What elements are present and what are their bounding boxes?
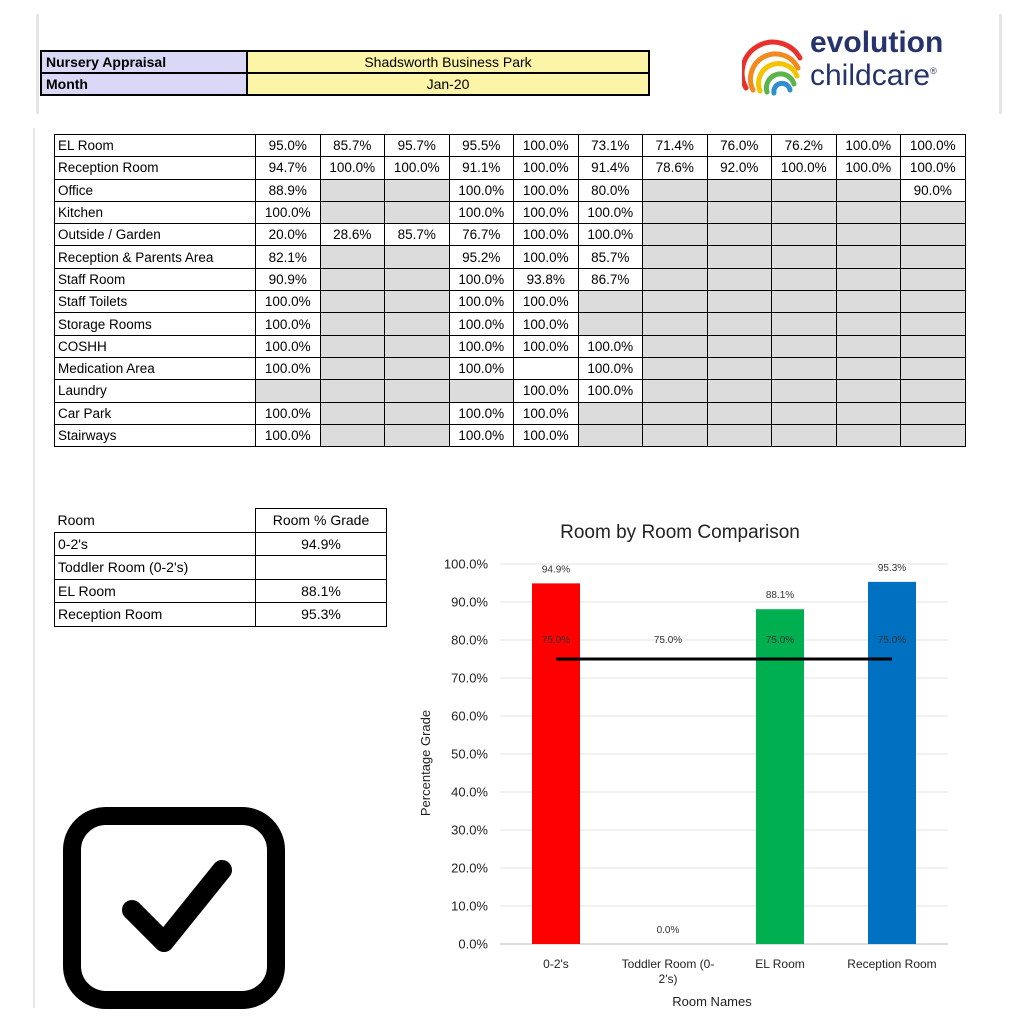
grid-cell[interactable] — [772, 424, 837, 446]
grid-cell[interactable]: 100.0% — [901, 135, 966, 157]
grid-cell[interactable] — [901, 291, 966, 313]
grid-cell[interactable]: 95.5% — [449, 135, 514, 157]
grid-cell[interactable] — [836, 179, 901, 201]
grid-cell[interactable]: 100.0% — [772, 157, 837, 179]
rainbow-logo-icon — [742, 36, 808, 96]
grid-cell[interactable]: 90.9% — [256, 268, 321, 290]
grid-cell[interactable]: 76.2% — [772, 135, 837, 157]
grid-cell[interactable]: 95.0% — [256, 135, 321, 157]
grid-cell[interactable] — [707, 268, 772, 290]
grid-cell[interactable]: 76.0% — [707, 135, 772, 157]
grid-row — [55, 335, 966, 357]
grid-cell[interactable]: 100.0% — [449, 424, 514, 446]
grid-cell[interactable]: 100.0% — [514, 380, 579, 402]
chart-x-tick-label: Toddler Room (0- — [621, 957, 715, 971]
chart-target-label: 75.0% — [877, 635, 907, 646]
grid-cell[interactable]: 100.0% — [514, 157, 579, 179]
grid-row-label: Stairways — [55, 424, 256, 446]
grid-row-label: Reception & Parents Area — [55, 246, 256, 268]
grid-cell[interactable]: 80.0% — [578, 179, 643, 201]
grid-cell[interactable] — [707, 380, 772, 402]
chart-y-tick-label: 0.0% — [458, 936, 488, 952]
grid-cell[interactable]: 93.8% — [514, 268, 579, 290]
grid-cell[interactable] — [643, 179, 708, 201]
grid-row-label: Medication Area — [55, 357, 256, 379]
grid-cell[interactable] — [836, 268, 901, 290]
chart-target-line — [542, 635, 906, 659]
grid-cell[interactable] — [578, 313, 643, 335]
grid-cell[interactable] — [320, 380, 385, 402]
summary-row — [55, 556, 387, 580]
grid-cell[interactable]: 91.4% — [578, 157, 643, 179]
grid-cell[interactable] — [256, 380, 321, 402]
grid-cell[interactable] — [385, 246, 450, 268]
grid-row — [55, 201, 966, 223]
chart-y-tick-label: 40.0% — [451, 784, 488, 800]
grid-cell[interactable]: 100.0% — [578, 335, 643, 357]
summary-row — [55, 579, 387, 603]
grid-cell[interactable] — [320, 335, 385, 357]
grid-cell[interactable] — [901, 201, 966, 223]
summary-room: EL Room — [55, 579, 256, 603]
grid-cell[interactable] — [836, 313, 901, 335]
grid-row — [55, 157, 966, 179]
logo-text — [810, 28, 943, 90]
chart-x-tick-label: EL Room — [755, 957, 805, 971]
grid-cell[interactable]: 100.0% — [449, 313, 514, 335]
grid-cell[interactable] — [514, 357, 579, 379]
chart-title: Room by Room Comparison — [560, 522, 800, 543]
grid-cell[interactable] — [385, 268, 450, 290]
grid-row-label: Staff Room — [55, 268, 256, 290]
grid-cell[interactable] — [643, 291, 708, 313]
grid-row — [55, 291, 966, 313]
grid-cell[interactable] — [643, 201, 708, 223]
summary-grade[interactable]: 95.3% — [256, 603, 387, 627]
grid-cell[interactable] — [707, 357, 772, 379]
grid-cell[interactable] — [901, 313, 966, 335]
grid-cell[interactable] — [320, 201, 385, 223]
grid-cell[interactable]: 94.7% — [256, 157, 321, 179]
grid-cell[interactable]: 100.0% — [449, 402, 514, 424]
grid-cell[interactable] — [901, 357, 966, 379]
chart-y-tick-label: 10.0% — [451, 898, 488, 914]
grid-cell[interactable] — [836, 335, 901, 357]
appraisal-grid — [54, 134, 966, 447]
chart-y-label: Percentage Grade — [418, 709, 433, 817]
grid-cell[interactable] — [901, 380, 966, 402]
grid-cell[interactable] — [320, 424, 385, 446]
grid-cell[interactable]: 85.7% — [578, 246, 643, 268]
grid-cell[interactable] — [320, 268, 385, 290]
room-comparison-chart — [400, 510, 960, 1010]
left-border-line-lower — [33, 128, 35, 1008]
chart-x-tick-label: 2's) — [658, 972, 678, 986]
grid-cell[interactable] — [707, 179, 772, 201]
summary-room: Reception Room — [55, 603, 256, 627]
chart-x-tick-label: 0-2's — [543, 957, 569, 971]
chart-bars — [532, 563, 916, 944]
grid-cell[interactable] — [320, 402, 385, 424]
grid-cell[interactable] — [772, 313, 837, 335]
grid-cell[interactable] — [707, 424, 772, 446]
grid-cell[interactable]: 100.0% — [836, 135, 901, 157]
grid-cell[interactable] — [643, 402, 708, 424]
grid-row — [55, 380, 966, 402]
grid-cell[interactable] — [707, 201, 772, 223]
grid-cell[interactable] — [643, 224, 708, 246]
appraisal-value[interactable]: Shadsworth Business Park — [247, 51, 649, 73]
grid-cell[interactable] — [772, 246, 837, 268]
grid-cell[interactable] — [320, 291, 385, 313]
grid-cell[interactable] — [385, 380, 450, 402]
header-table — [40, 50, 650, 96]
chart-data-label: 95.3% — [877, 562, 907, 574]
grid-cell[interactable] — [385, 313, 450, 335]
grid-row — [55, 135, 966, 157]
grid-cell[interactable]: 100.0% — [836, 157, 901, 179]
grid-cell[interactable]: 85.7% — [320, 135, 385, 157]
right-border-line — [999, 14, 1002, 114]
grid-row-label: Kitchen — [55, 201, 256, 223]
grid-cell[interactable] — [836, 246, 901, 268]
grid-cell[interactable]: 73.1% — [578, 135, 643, 157]
grid-cell[interactable]: 100.0% — [514, 224, 579, 246]
grid-cell[interactable] — [772, 179, 837, 201]
grid-cell[interactable] — [320, 357, 385, 379]
grid-cell[interactable] — [643, 268, 708, 290]
summary-header-row — [55, 509, 387, 533]
month-label: Month — [41, 73, 247, 95]
grid-cell[interactable] — [836, 224, 901, 246]
summary-header-room: Room — [57, 512, 95, 528]
appraisal-label: Nursery Appraisal — [41, 51, 247, 73]
grid-cell[interactable] — [707, 224, 772, 246]
grid-cell[interactable]: 95.2% — [449, 246, 514, 268]
grid-cell[interactable]: 100.0% — [256, 335, 321, 357]
checkbox-checked-icon — [62, 806, 286, 1010]
grid-cell[interactable]: 100.0% — [578, 380, 643, 402]
chart-target-label: 75.0% — [541, 635, 571, 646]
grid-cell[interactable]: 100.0% — [514, 402, 579, 424]
grid-cell[interactable] — [707, 335, 772, 357]
grid-cell[interactable]: 76.7% — [449, 224, 514, 246]
grid-cell[interactable] — [836, 424, 901, 446]
grid-cell[interactable] — [385, 402, 450, 424]
grid-cell[interactable]: 28.6% — [320, 224, 385, 246]
grid-cell[interactable] — [901, 402, 966, 424]
chart-x-label: Room Names — [672, 994, 752, 1009]
summary-row — [55, 603, 387, 627]
grid-cell[interactable] — [901, 424, 966, 446]
evolution-childcare-logo — [742, 28, 972, 98]
grid-cell[interactable] — [772, 357, 837, 379]
grid-row-label: Storage Rooms — [55, 313, 256, 335]
grid-cell[interactable]: 100.0% — [514, 335, 579, 357]
grid-cell[interactable]: 86.7% — [578, 268, 643, 290]
grid-cell[interactable]: 100.0% — [514, 135, 579, 157]
grid-cell[interactable] — [707, 246, 772, 268]
grid-cell[interactable] — [707, 313, 772, 335]
grid-cell[interactable] — [772, 224, 837, 246]
grid-cell[interactable] — [643, 335, 708, 357]
grid-cell[interactable] — [385, 291, 450, 313]
grid-cell[interactable] — [901, 268, 966, 290]
grid-row — [55, 402, 966, 424]
grid-cell[interactable]: 100.0% — [449, 268, 514, 290]
grid-cell[interactable]: 100.0% — [256, 291, 321, 313]
chart-y-tick-label: 20.0% — [451, 860, 488, 876]
summary-row — [55, 532, 387, 556]
grid-cell[interactable] — [707, 402, 772, 424]
grid-cell[interactable]: 71.4% — [643, 135, 708, 157]
grid-cell[interactable] — [772, 335, 837, 357]
grid-cell[interactable]: 100.0% — [256, 402, 321, 424]
grid-cell[interactable] — [772, 402, 837, 424]
grid-cell[interactable] — [836, 357, 901, 379]
grid-cell[interactable] — [385, 357, 450, 379]
grid-cell[interactable] — [643, 357, 708, 379]
grid-cell[interactable]: 100.0% — [385, 157, 450, 179]
grid-cell[interactable] — [643, 246, 708, 268]
grid-cell[interactable]: 100.0% — [578, 357, 643, 379]
grid-row — [55, 313, 966, 335]
chart-y-tick-label: 30.0% — [451, 822, 488, 838]
grid-cell[interactable]: 100.0% — [256, 424, 321, 446]
grid-cell[interactable] — [320, 246, 385, 268]
grid-cell[interactable]: 100.0% — [256, 313, 321, 335]
summary-header-grade: Room % Grade — [256, 509, 387, 533]
grid-row — [55, 424, 966, 446]
grid-cell[interactable]: 100.0% — [514, 424, 579, 446]
chart-y-ticks — [444, 557, 489, 952]
grid-row-label: Car Park — [55, 402, 256, 424]
grid-cell[interactable] — [643, 313, 708, 335]
grid-cell[interactable]: 100.0% — [256, 201, 321, 223]
logo-line-1: evolution — [810, 26, 944, 59]
grid-cell[interactable]: 100.0% — [514, 201, 579, 223]
grid-cell[interactable] — [578, 402, 643, 424]
grid-row-label: Laundry — [55, 380, 256, 402]
grid-cell[interactable]: 100.0% — [320, 157, 385, 179]
grid-row-label: Reception Room — [55, 157, 256, 179]
chart-target-label: 75.0% — [765, 635, 795, 646]
grid-cell[interactable]: 92.0% — [707, 157, 772, 179]
grid-cell[interactable] — [643, 380, 708, 402]
logo-line-2 — [810, 57, 943, 90]
grid-cell[interactable]: 82.1% — [256, 246, 321, 268]
grid-cell[interactable]: 90.0% — [901, 179, 966, 201]
grid-cell[interactable] — [578, 291, 643, 313]
grid-cell[interactable]: 100.0% — [578, 201, 643, 223]
grid-row — [55, 268, 966, 290]
grid-cell[interactable]: 85.7% — [385, 224, 450, 246]
registered-mark: ® — [930, 66, 937, 76]
summary-grade[interactable]: 88.1% — [256, 579, 387, 603]
grid-cell[interactable]: 100.0% — [449, 201, 514, 223]
grid-cell[interactable] — [385, 201, 450, 223]
grid-cell[interactable]: 100.0% — [256, 357, 321, 379]
grid-cell[interactable]: 78.6% — [643, 157, 708, 179]
grid-cell[interactable]: 100.0% — [514, 179, 579, 201]
grid-cell[interactable] — [836, 380, 901, 402]
chart-y-tick-label: 80.0% — [451, 632, 488, 648]
summary-room: Toddler Room (0-2's) — [55, 556, 256, 580]
grid-cell[interactable] — [901, 246, 966, 268]
grid-cell[interactable]: 100.0% — [449, 179, 514, 201]
chart-y-tick-label: 100.0% — [443, 556, 488, 572]
left-border-line — [36, 14, 39, 114]
grid-row — [55, 179, 966, 201]
grid-cell[interactable] — [449, 380, 514, 402]
grid-cell[interactable] — [836, 201, 901, 223]
grid-cell[interactable] — [385, 335, 450, 357]
grid-row-label: Staff Toilets — [55, 291, 256, 313]
grid-cell[interactable]: 88.9% — [256, 179, 321, 201]
grid-cell[interactable] — [707, 291, 772, 313]
grid-cell[interactable]: 91.1% — [449, 157, 514, 179]
grid-cell[interactable] — [901, 224, 966, 246]
summary-grade[interactable]: 94.9% — [256, 532, 387, 556]
grid-row-label: Outside / Garden — [55, 224, 256, 246]
chart-target-label: 75.0% — [653, 635, 683, 646]
grid-cell[interactable]: 20.0% — [256, 224, 321, 246]
summary-room: 0-2's — [55, 532, 256, 556]
grid-row — [55, 246, 966, 268]
grid-row-label: EL Room — [55, 135, 256, 157]
room-grade-table — [54, 508, 387, 627]
grid-cell[interactable] — [643, 424, 708, 446]
grid-cell[interactable]: 100.0% — [449, 335, 514, 357]
chart-y-tick-label: 90.0% — [451, 594, 488, 610]
grid-cell[interactable] — [836, 402, 901, 424]
month-value[interactable]: Jan-20 — [247, 73, 649, 95]
logo-line-2-text: childcare — [810, 59, 931, 92]
grid-cell[interactable] — [772, 291, 837, 313]
chart-data-label: 88.1% — [765, 590, 795, 602]
grid-cell[interactable]: 100.0% — [449, 357, 514, 379]
grid-cell[interactable] — [772, 380, 837, 402]
chart-x-tick-label: Reception Room — [847, 957, 937, 971]
grid-cell[interactable]: 100.0% — [449, 291, 514, 313]
chart-data-label: 94.9% — [541, 564, 571, 576]
grid-cell[interactable]: 100.0% — [514, 246, 579, 268]
grid-row-label: Office — [55, 179, 256, 201]
grid-cell[interactable]: 100.0% — [901, 157, 966, 179]
chart-y-tick-label: 50.0% — [451, 746, 488, 762]
grid-cell[interactable] — [578, 424, 643, 446]
grid-cell[interactable] — [320, 179, 385, 201]
grid-row — [55, 224, 966, 246]
chart-data-label: 0.0% — [656, 925, 680, 936]
grid-cell[interactable]: 100.0% — [514, 313, 579, 335]
chart-y-tick-label: 60.0% — [451, 708, 488, 724]
chart-x-ticks — [543, 957, 937, 986]
grid-cell[interactable] — [772, 268, 837, 290]
grid-cell[interactable] — [385, 179, 450, 201]
grid-cell[interactable] — [385, 424, 450, 446]
grid-cell[interactable]: 100.0% — [514, 291, 579, 313]
grid-cell[interactable]: 95.7% — [385, 135, 450, 157]
grid-cell[interactable] — [320, 313, 385, 335]
summary-grade[interactable] — [256, 556, 387, 580]
grid-cell[interactable] — [901, 335, 966, 357]
grid-cell[interactable]: 100.0% — [578, 224, 643, 246]
grid-cell[interactable] — [772, 201, 837, 223]
grid-row-label: COSHH — [55, 335, 256, 357]
grid-row — [55, 357, 966, 379]
chart-y-tick-label: 70.0% — [451, 670, 488, 686]
grid-cell[interactable] — [836, 291, 901, 313]
